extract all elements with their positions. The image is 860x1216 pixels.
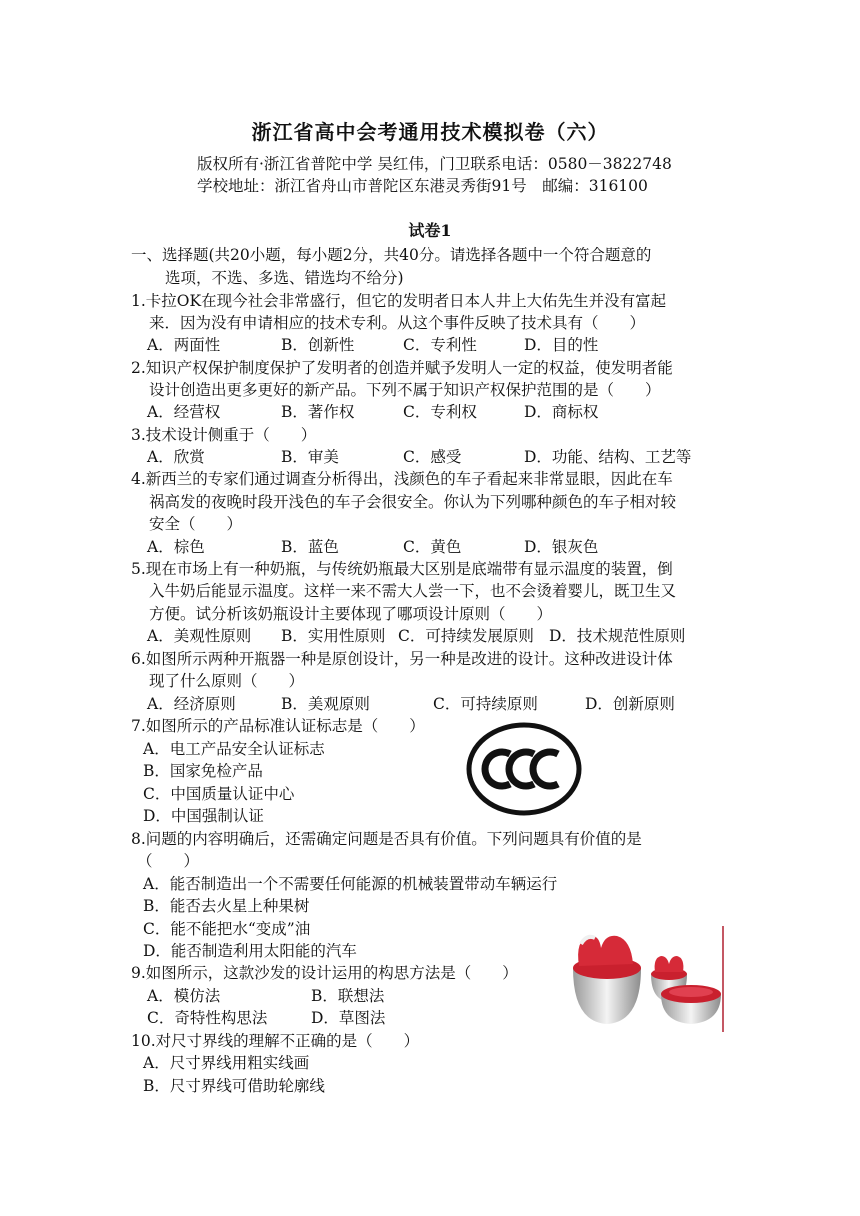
question-7: 7.如图所示的产品标准认证标志是（ ） <box>131 717 425 735</box>
question-6: 6.如图所示两种开瓶器一种是原创设计，另一种是改进的设计。这种改进设计体 <box>131 650 673 668</box>
option-b: B．美观原则 <box>281 695 370 713</box>
option-a: A．欣赏 <box>147 448 205 466</box>
section-heading: 一、选择题(共20小题，每小题2分，共40分。请选择各题中一个符合题意的 <box>131 246 652 264</box>
question-1: 1.卡拉OK在现今社会非常盛行，但它的发明者日本人井上大佑先生并没有富起 <box>131 292 667 310</box>
question-10: 10.对尺寸界线的理解不正确的是（ ） <box>131 1032 420 1050</box>
option-d: D．目的性 <box>524 336 599 354</box>
question-3: 3.技术设计侧重于（ ） <box>131 426 317 444</box>
option-a: A．电工产品安全认证标志 <box>143 740 325 758</box>
option-a: A．美观性原则 <box>147 627 252 645</box>
option-b: B．国家免检产品 <box>143 762 263 780</box>
option-d: D．技术规范性原则 <box>549 627 686 645</box>
option-c: C．可持续原则 <box>433 695 538 713</box>
option-b: B．蓝色 <box>281 538 339 556</box>
paper-label: 试卷1 <box>408 221 452 240</box>
option-b: B．联想法 <box>311 987 385 1005</box>
option-d: D．中国强制认证 <box>143 807 264 825</box>
option-a: A．模仿法 <box>147 987 221 1005</box>
option-c: C．感受 <box>403 448 462 466</box>
option-a: A．尺寸界线用粗实线画 <box>143 1054 310 1072</box>
ccc-certification-logo <box>466 722 582 816</box>
option-a: A．能否制造出一个不需要任何能源的机械装置带动车辆运行 <box>143 875 558 893</box>
option-d: D．创新原则 <box>585 695 675 713</box>
option-b: B．审美 <box>281 448 339 466</box>
option-c: C．奇特性构思法 <box>147 1009 268 1027</box>
option-c: C．可持续发展原则 <box>398 627 534 645</box>
option-a: A．棕色 <box>147 538 205 556</box>
question-8-cont: （ ） <box>137 852 200 870</box>
option-d: D．草图法 <box>311 1009 386 1027</box>
option-c: C．中国质量认证中心 <box>143 785 295 803</box>
copyright-line: 版权所有·浙江省普陀中学 吴红伟，门卫联系电话：0580－3822748 <box>197 155 672 173</box>
question-8: 8.问题的内容明确后，还需确定问题是否具有价值。下列问题具有价值的是 <box>131 830 642 848</box>
option-a: A．两面性 <box>147 336 221 354</box>
option-b: B．尺寸界线可借助轮廓线 <box>143 1077 325 1095</box>
option-a: A．经济原则 <box>147 695 236 713</box>
question-2-cont: 设计创造出更多更好的新产品。下列不属于知识产权保护范围的是（ ） <box>149 381 661 399</box>
question-1-cont: 来．因为没有申请相应的技术专利。从这个事件反映了技术具有（ ） <box>149 314 646 332</box>
option-d: D．商标权 <box>524 403 599 421</box>
question-4-cont2: 安全（ ） <box>149 515 243 533</box>
question-9: 9.如图所示，这款沙发的设计运用的构思方法是（ ） <box>131 964 518 982</box>
option-b: B．创新性 <box>281 336 355 354</box>
question-4-cont: 祸高发的夜晚时段开浅色的车子会很安全。你认为下列哪种颜色的车子相对较 <box>149 493 677 511</box>
option-b: B．著作权 <box>281 403 355 421</box>
option-d: D．银灰色 <box>524 538 599 556</box>
option-b: B．实用性原则 <box>281 627 386 645</box>
option-c: C．能不能把水“变成”油 <box>143 920 311 938</box>
question-2: 2.知识产权保护制度保护了发明者的创造并赋予发明人一定的权益，使发明者能 <box>131 359 673 377</box>
option-c: C．专利性 <box>403 336 477 354</box>
sofa-image <box>571 926 726 1032</box>
page-title: 浙江省高中会考通用技术模拟卷（六） <box>251 120 609 144</box>
question-5-cont2: 方便。试分析该奶瓶设计主要体现了哪项设计原则（ ） <box>149 605 553 623</box>
question-5-cont: 入牛奶后能显示温度。这样一来不需大人尝一下，也不会烫着婴儿，既卫生又 <box>149 582 677 600</box>
address-line: 学校地址：浙江省舟山市普陀区东港灵秀街91号 邮编：316100 <box>197 177 648 195</box>
option-b: B．能否去火星上种果树 <box>143 897 310 915</box>
section-heading-cont: 选项，不选、多选、错选均不给分) <box>165 269 404 287</box>
question-4: 4.新西兰的专家们通过调查分析得出，浅颜色的车子看起来非常显眼，因此在车 <box>131 470 673 488</box>
option-d: D．功能、结构、工艺等 <box>524 448 692 466</box>
option-c: C．专利权 <box>403 403 477 421</box>
question-5: 5.现在市场上有一种奶瓶，与传统奶瓶最大区别是底端带有显示温度的装置，倒 <box>131 560 673 578</box>
option-a: A．经营权 <box>147 403 221 421</box>
option-c: C．黄色 <box>403 538 462 556</box>
option-d: D．能否制造利用太阳能的汽车 <box>143 942 357 960</box>
question-6-cont: 现了什么原则（ ） <box>149 672 305 690</box>
